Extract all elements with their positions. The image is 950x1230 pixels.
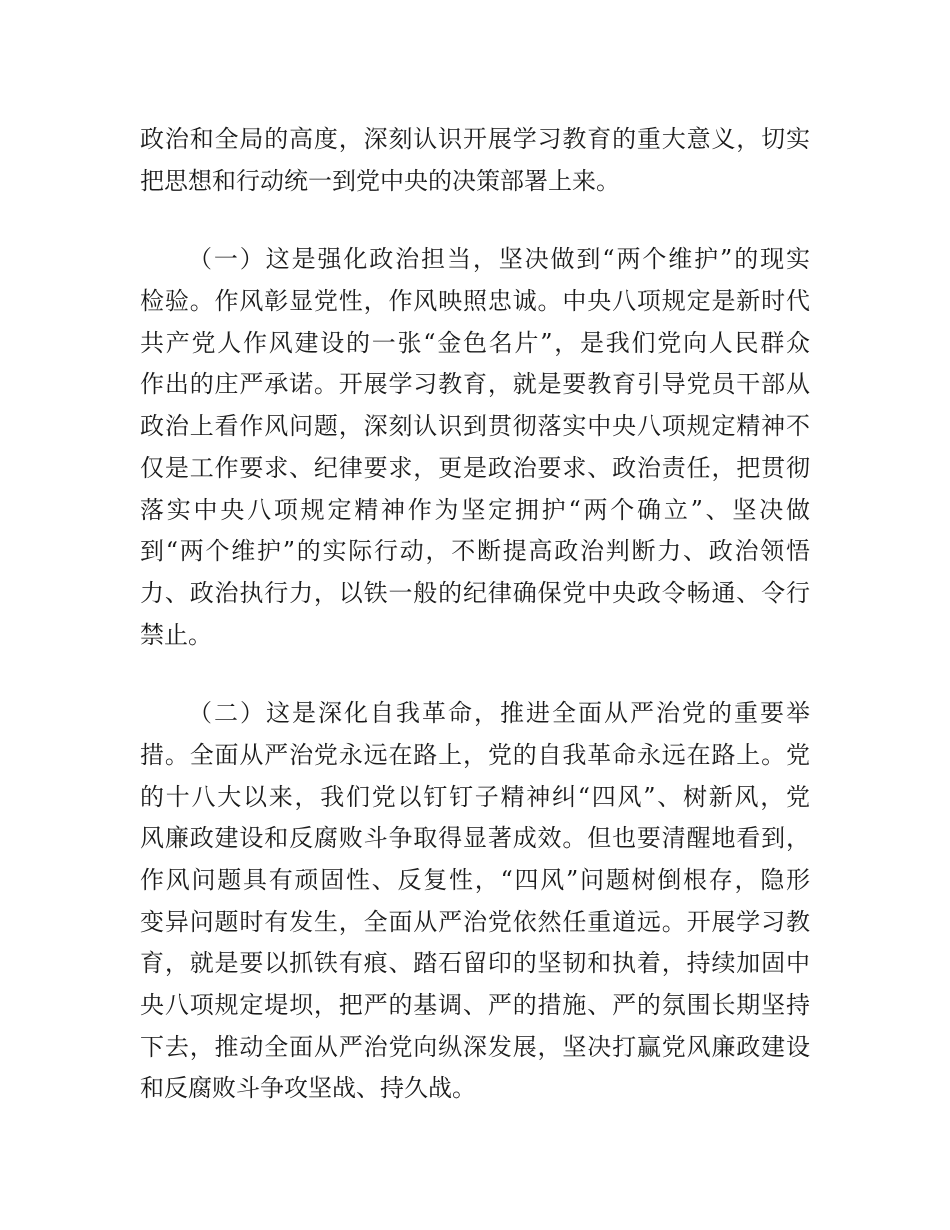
text-line: 风廉政建设和反腐败斗争取得显著成效。但也要清醒地看到， [140, 824, 810, 853]
text-line: 的十八大以来，我们党以钉钉子精神纠“四风”、树新风，党 [140, 782, 810, 811]
text-line: 力、政治执行力，以铁一般的纪律确保党中央政令畅通、令行 [140, 578, 810, 607]
text-line: 作出的庄严承诺。开展学习教育，就是要教育引导党员干部从 [140, 370, 810, 399]
paragraph [140, 693, 810, 1110]
text-line: 措。全面从严治党永远在路上，党的自我革命永远在路上。党 [140, 740, 810, 769]
text-line: 作风问题具有顽固性、反复性，“四风”问题树倒根存，隐形 [140, 866, 810, 894]
text-line: 和反腐败斗争攻坚战、持久战。 [140, 1074, 476, 1103]
text-line: 政治上看作风问题，深刻认识到贯彻落实中央八项规定精神不 [140, 412, 810, 441]
text-line: 仅是工作要求、纪律要求，更是政治要求、政治责任，把贯彻 [140, 453, 810, 482]
text-line: 检验。作风彰显党性，作风映照忠诚。中央八项规定是新时代 [140, 287, 810, 316]
text-line: 政治和全局的高度，深刻认识开展学习教育的重大意义，切实 [140, 125, 810, 153]
text-line: 禁止。 [140, 620, 212, 649]
text-line: 共产党人作风建设的一张“金色名片”，是我们党向人民群众 [140, 328, 810, 357]
text-line: 落实中央八项规定精神作为坚定拥护“两个确立”、坚决做 [140, 495, 810, 524]
text-line: 把思想和行动统一到党中央的决策部署上来。 [140, 166, 620, 195]
document-page [140, 119, 810, 1147]
text-line: （二）这是深化自我革命，推进全面从严治党的重要举 [188, 699, 810, 728]
text-line: 央八项规定堤坝，把严的基调、严的措施、严的氛围长期坚持 [140, 991, 810, 1020]
paragraph [140, 239, 810, 656]
paragraph [140, 119, 810, 202]
text-line: （一）这是强化政治担当，坚决做到“两个维护”的现实 [188, 245, 810, 274]
text-line: 变异问题时有发生，全面从严治党依然任重道远。开展学习教 [140, 907, 810, 936]
text-line: 育，就是要以抓铁有痕、踏石留印的坚韧和执着，持续加固中 [140, 949, 810, 978]
text-line: 到“两个维护”的实际行动，不断提高政治判断力、政治领悟 [140, 537, 810, 566]
text-line: 下去，推动全面从严治党向纵深发展，坚决打赢党风廉政建设 [140, 1032, 810, 1061]
